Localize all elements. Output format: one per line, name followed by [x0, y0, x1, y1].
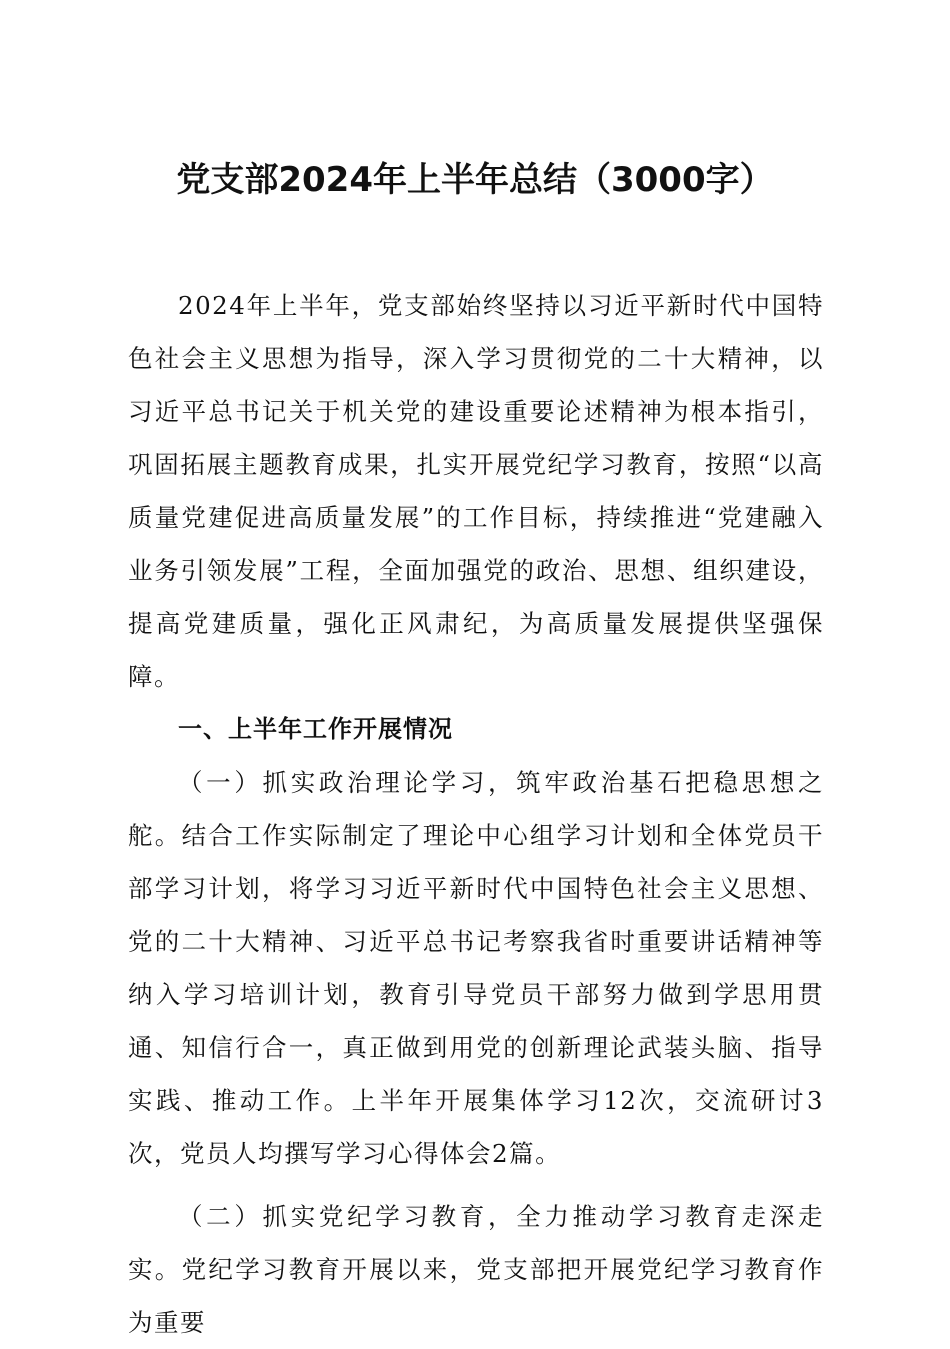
document-body [128, 279, 824, 1349]
page-title: 党支部2024年上半年总结（3000字） [176, 160, 774, 200]
item-paragraph-1: （一）抓实政治理论学习，筑牢政治基石把稳思想之舵。结合工作实际制定了理论中心组学习计划和全体党员干部学习计划，将学习习近平新时代中国特色社会主义思想、党的二十大精神、习近平总书记考察我省时重要讲话精神等纳入学习培训计划，教育引导党员干部努力做到学思用贯通、知信行合一，真正做到用党的创新理论武装头脑、指导实践、推动工作。上半年开展集体学习12次，交流研讨3次，党员人均撰写学习心得体会2篇。 [128, 768, 824, 1168]
section-heading: 一、上半年工作开展情况 [178, 715, 453, 743]
item-paragraph-2: （二）抓实党纪学习教育，全力推动学习教育走深走实。党纪学习教育开展以来，党支部把开展党纪学习教育作为重要 [128, 1202, 824, 1337]
paragraph-gap [128, 1180, 824, 1190]
intro-paragraph: 2024年上半年，党支部始终坚持以习近平新时代中国特色社会主义思想为指导，深入学习贯彻党的二十大精神，以习近平总书记关于机关党的建设重要论述精神为根本指引，巩固拓展主题教育成果，扎实开展党纪学习教育，按照“以高质量党建促进高质量发展”的工作目标，持续推进“党建融入业务引领发展”工程，全面加强党的政治、思想、组织建设，提高党建质量，强化正风肃纪，为高质量发展提供坚强保障。 [128, 291, 824, 691]
